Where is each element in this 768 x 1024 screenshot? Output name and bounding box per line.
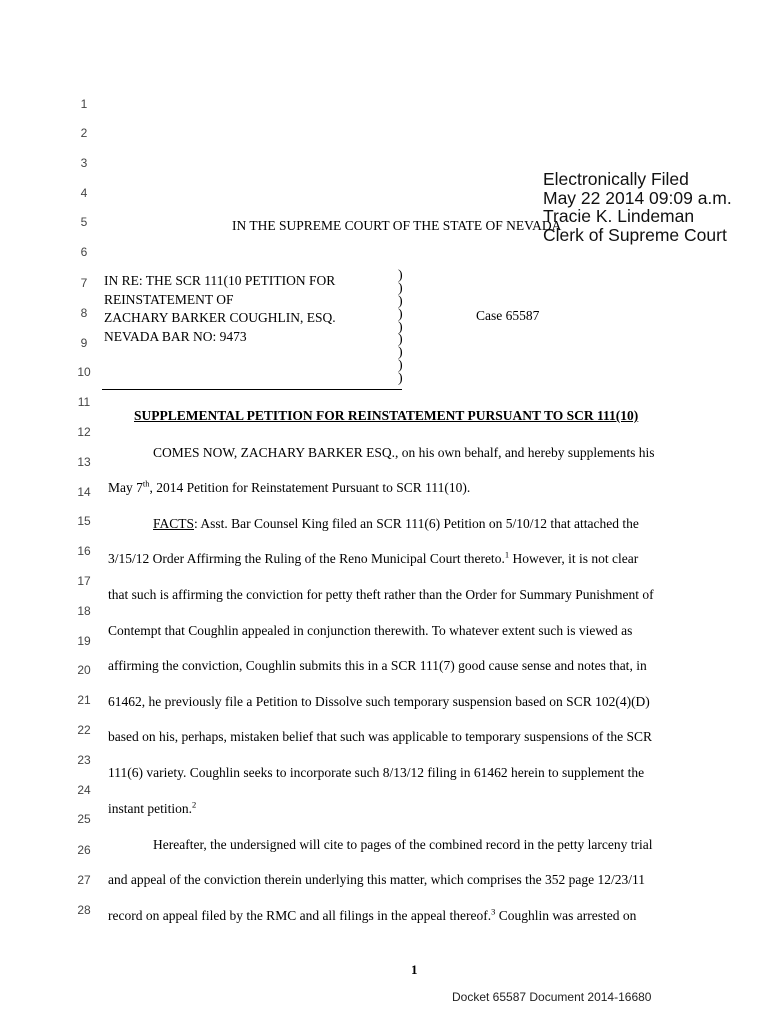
- line-number: 7: [80, 276, 88, 290]
- stamp-line: Tracie K. Lindeman: [543, 206, 695, 226]
- line-number: 20: [77, 663, 91, 677]
- body-text: May 7: [108, 480, 143, 495]
- line-number: 24: [77, 783, 91, 797]
- case-number: Case 65587: [476, 308, 540, 323]
- line-number: 21: [77, 693, 91, 707]
- caption-paren: ): [398, 345, 403, 361]
- line-number: 28: [77, 903, 91, 917]
- line-number: 12: [77, 425, 91, 439]
- page-number: 1: [411, 962, 418, 977]
- line-number: 18: [77, 604, 91, 618]
- line-number: 25: [77, 812, 91, 826]
- caption-line: NEVADA BAR NO: 9473: [104, 328, 247, 344]
- caption-paren: ): [398, 371, 403, 387]
- body-line: [153, 516, 639, 532]
- body-line: [108, 551, 638, 567]
- stamp-line: Electronically Filed: [543, 169, 689, 189]
- footnote-ref: 3: [491, 906, 496, 917]
- caption-line: IN RE: THE SCR 111(10 PETITION FOR: [104, 273, 336, 288]
- body-line: and appeal of the conviction therein underlying this matter, which comprises the 352 page 12/23/11: [108, 872, 645, 887]
- facts-heading: FACTS: [153, 516, 195, 531]
- body-line: COMES NOW, ZACHARY BARKER ESQ., on his own behalf, and hereby supplements his: [153, 445, 655, 460]
- caption-paren: ): [398, 319, 403, 335]
- body-line: Hereafter, the undersigned will cite to pages of the combined record in the petty larceny trial: [153, 837, 653, 852]
- line-number: 1: [80, 97, 88, 111]
- body-line: [108, 908, 636, 924]
- caption-paren: ): [398, 268, 403, 283]
- line-number: 16: [77, 544, 91, 558]
- line-number: 5: [80, 215, 88, 229]
- document-title: SUPPLEMENTAL PETITION FOR REINSTATEMENT PURSUANT TO SCR 111(10): [134, 408, 639, 423]
- line-number: 11: [77, 395, 91, 409]
- line-number: 6: [80, 245, 88, 259]
- docket-footer: Docket 65587 Document 2014-16680: [452, 990, 652, 1004]
- line-number: 17: [77, 574, 91, 588]
- body-line: [108, 801, 196, 817]
- line-number: 9: [80, 336, 88, 350]
- body-line: 111(6) variety. Coughlin seeks to incorporate such 8/13/12 filing in 61462 herein to supplement the: [108, 765, 645, 780]
- line-number: 8: [80, 306, 88, 320]
- case-caption: [104, 272, 336, 346]
- body-line: [108, 480, 470, 496]
- body-text: instant petition.: [108, 801, 192, 816]
- caption-paren: ): [398, 332, 403, 348]
- body-line: that such is affirming the conviction for petty theft rather than the Order for Summary Punishment of: [108, 587, 654, 602]
- body-text: , 2014 Petition for Reinstatement Pursuant to SCR 111(10).: [149, 480, 471, 495]
- caption-paren: ): [398, 358, 403, 374]
- ordinal-suffix: th: [142, 478, 150, 489]
- body-text: However, it is not clear: [509, 551, 639, 566]
- line-number: 3: [80, 156, 88, 170]
- line-number: 15: [77, 514, 91, 528]
- body-text: : Asst. Bar Counsel King filed an SCR 111(6) Petition on 5/10/12 that attached the: [194, 516, 639, 531]
- line-number: 22: [77, 723, 91, 737]
- line-number: 26: [77, 843, 91, 857]
- stamp-line: May 22 2014 09:09 a.m.: [543, 187, 732, 208]
- line-number: 10: [77, 365, 91, 379]
- line-numbers: [0, 0, 100, 1024]
- line-number: 14: [77, 485, 91, 499]
- line-number: 27: [77, 873, 91, 887]
- body-text: Coughlin was arrested on: [495, 908, 637, 923]
- filing-stamp: [543, 170, 732, 244]
- caption-line: REINSTATEMENT OF: [104, 291, 234, 307]
- line-number: 13: [77, 455, 91, 469]
- caption-paren: ): [398, 306, 403, 322]
- footnote-ref: 2: [192, 799, 197, 810]
- line-number: 19: [77, 634, 91, 648]
- body-line: based on his, perhaps, mistaken belief that such was applicable to temporary suspensions of the SCR: [108, 729, 653, 744]
- line-number: 23: [77, 753, 91, 767]
- body-line: Contempt that Coughlin appealed in conjunction therewith. To whatever extent such is viewed as: [108, 623, 633, 638]
- stamp-line: Clerk of Supreme Court: [543, 224, 727, 245]
- caption-rule: [102, 389, 402, 390]
- caption-parentheses: [398, 270, 403, 386]
- footnote-ref: 1: [504, 549, 510, 560]
- body-line: affirming the conviction, Coughlin submits this in a SCR 111(7) good cause sense and notes that, in: [108, 658, 647, 673]
- body-text: record on appeal filed by the RMC and all filings in the appeal thereof.: [108, 908, 492, 923]
- line-number: 4: [80, 186, 88, 200]
- body-text: 3/15/12 Order Affirming the Ruling of the Reno Municipal Court thereto.: [108, 551, 505, 566]
- caption-paren: ): [398, 293, 403, 309]
- line-number: 2: [80, 126, 88, 140]
- court-heading: IN THE SUPREME COURT OF THE STATE OF NEVADA: [232, 218, 562, 233]
- caption-paren: ): [398, 280, 403, 296]
- body-line: 61462, he previously file a Petition to Dissolve such temporary suspension based on SCR 102(4)(D): [108, 694, 650, 709]
- caption-line: ZACHARY BARKER COUGHLIN, ESQ.: [104, 310, 336, 325]
